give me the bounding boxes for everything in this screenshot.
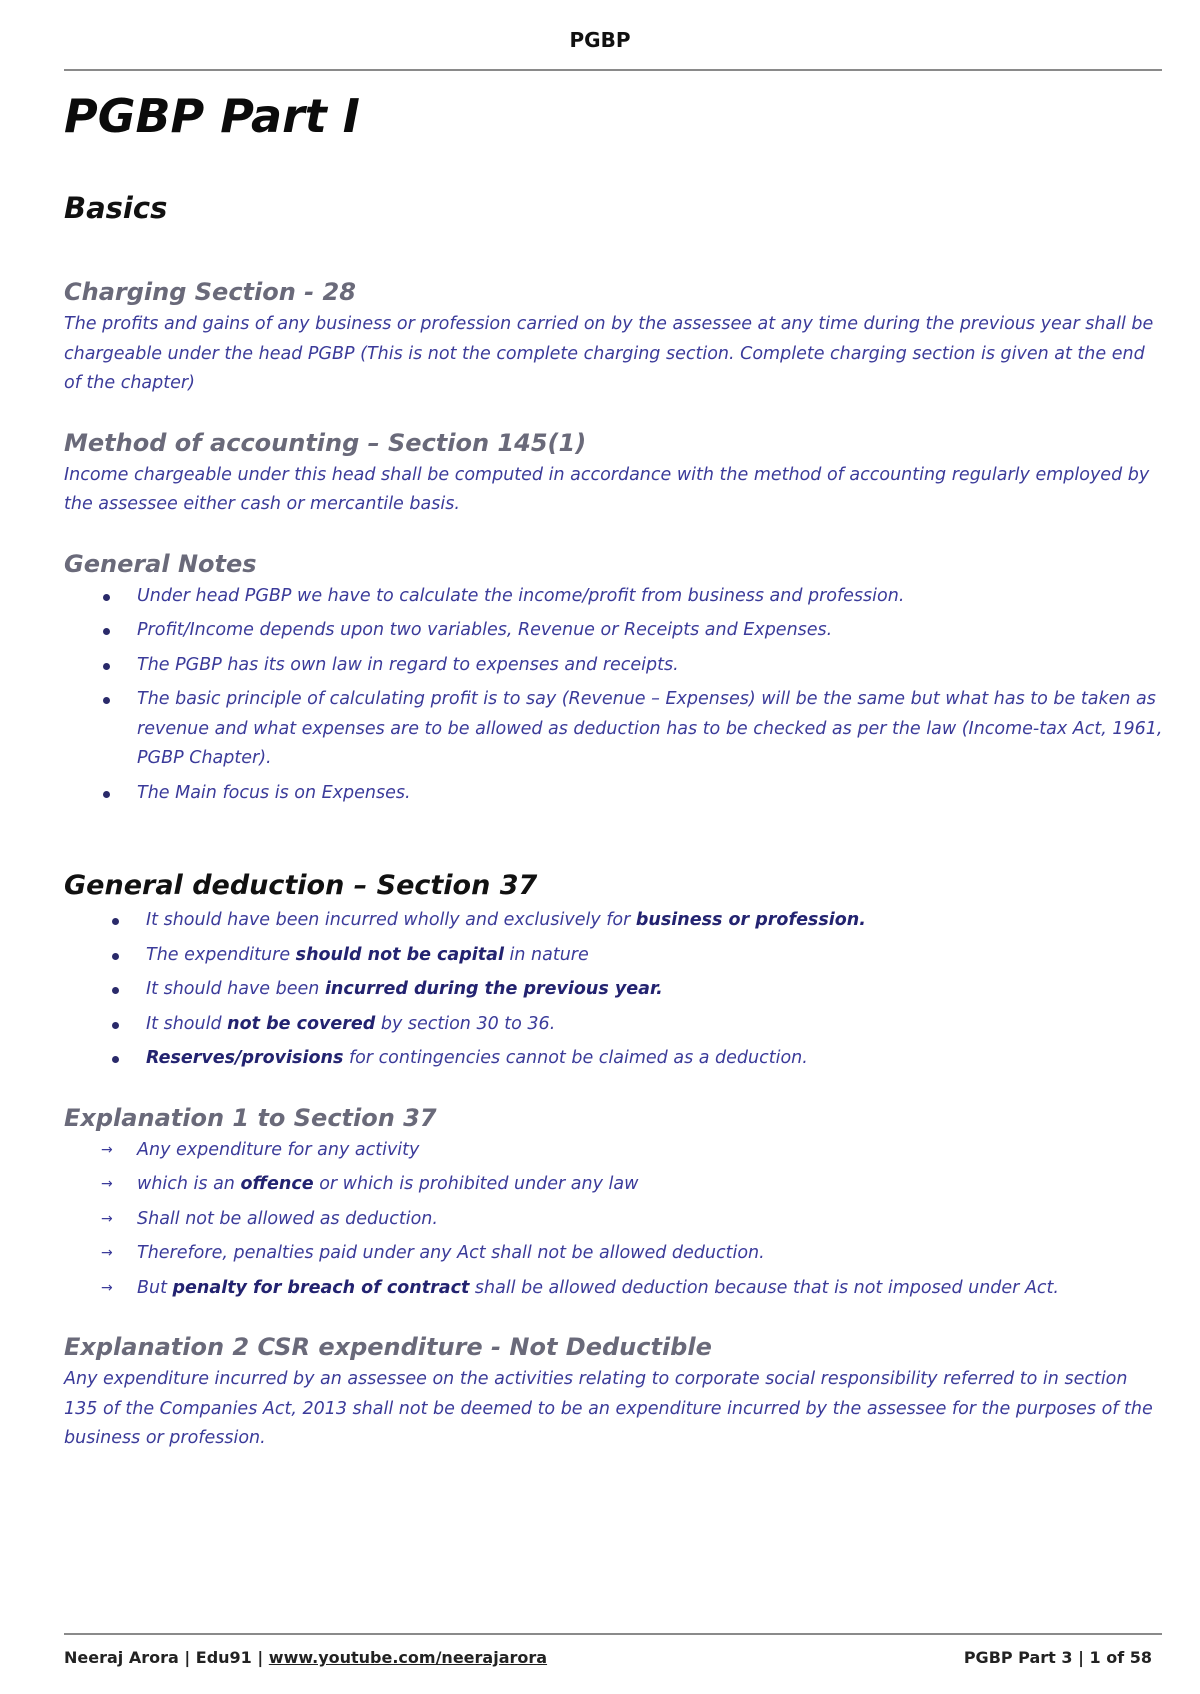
arrow-right-icon: → — [101, 1176, 113, 1192]
arrow-right-icon: → — [101, 1210, 113, 1227]
general-notes — [64, 546, 1164, 809]
bullet-dot-icon — [112, 1056, 119, 1063]
list-item: The expenditure should not be capital in nature — [146, 941, 1164, 971]
list-item: It should have been incurred during the previous year. — [146, 975, 1164, 1005]
bullet-dot-icon — [112, 1022, 119, 1029]
page-header-title: PGBP — [569, 28, 631, 52]
method-of-accounting — [64, 425, 1164, 520]
youtube-link[interactable]: www.youtube.com/neerajarora — [268, 1648, 548, 1667]
heading-explanation-2: Explanation 2 CSR expenditure - Not Deductible — [64, 1333, 712, 1361]
heading-basics: Basics — [64, 191, 168, 225]
arrow-right-icon: → — [101, 1141, 113, 1158]
heading-explanation-1: Explanation 1 to Section 37 — [64, 1103, 437, 1132]
bullet-dot-icon — [103, 628, 110, 635]
heading-method-of-accounting: Method of accounting – Section 145(1) — [64, 428, 587, 457]
list-item: → which is an offence or which is prohibited under any law — [137, 1170, 1164, 1200]
explanation-1 — [64, 1100, 1164, 1304]
list-item: Under head PGBP we have to calculate the income/profit from business and profession. — [137, 582, 1164, 612]
list-item: Reserves/provisions for contingencies cannot be claimed as a deduction. — [146, 1044, 1164, 1074]
explanation-1-list — [64, 1136, 1164, 1304]
list-item: The basic principle of calculating profit is to say (Revenue – Expenses) will be the same but what has to be taken as revenue and what expenses are to be allowed as deduction has to be checked as per the law (Income-tax Act, 1961, PGBP Chapter). — [137, 685, 1164, 774]
heading-general-notes: General Notes — [64, 549, 257, 578]
list-item: It should have been incurred wholly and exclusively for business or profession. — [146, 906, 1164, 936]
list-item: Profit/Income depends upon two variables, Revenue or Receipts and Expenses. — [137, 616, 1164, 646]
footer-page-number: PGBP Part 3 | 1 of 58 — [963, 1648, 1152, 1667]
bullet-dot-icon — [103, 697, 110, 704]
list-item: → Any expenditure for any activity — [137, 1136, 1164, 1166]
arrow-right-icon: → — [101, 1245, 113, 1261]
list-item: It should not be covered by section 30 to 36. — [146, 1010, 1164, 1040]
list-item: → But penalty for breach of contract shall be allowed deduction because that is not imposed under Act. — [137, 1274, 1164, 1304]
bullet-dot-icon — [103, 791, 110, 798]
section-37-list — [64, 906, 1164, 1074]
bullet-dot-icon — [112, 953, 119, 960]
bullet-dot-icon — [112, 987, 119, 994]
heading-section-37: General deduction – Section 37 — [64, 870, 538, 901]
footer-divider — [64, 1633, 1162, 1635]
explanation-2 — [64, 1329, 1164, 1454]
general-notes-list — [64, 582, 1164, 809]
list-item: → Therefore, penalties paid under any Act shall not be allowed deduction. — [137, 1239, 1164, 1269]
bullet-dot-icon — [112, 918, 119, 925]
list-item: The PGBP has its own law in regard to expenses and receipts. — [137, 651, 1164, 681]
charging-section — [64, 274, 1164, 399]
charging-section-text: The profits and gains of any business or profession carried on by the assessee at any time during the previous year shall be chargeable under the head PGBP (This is not the complete charging section. Complete charging section is given at the end of the chapter) — [64, 314, 1154, 393]
list-item: The Main focus is on Expenses. — [137, 779, 1164, 809]
header-divider — [64, 69, 1162, 71]
method-of-accounting-text: Income chargeable under this head shall be computed in accordance with the method of accounting regularly employed by the assessee either cash or mercantile basis. — [64, 464, 1150, 514]
list-item: → Shall not be allowed as deduction. — [137, 1205, 1164, 1235]
heading-charging-section: Charging Section - 28 — [64, 278, 356, 306]
page-content — [64, 78, 1164, 1454]
document-title: PGBP Part I — [64, 89, 360, 143]
footer-author: Neeraj Arora | Edu91 | www.youtube.com/neerajarora — [64, 1648, 548, 1667]
bullet-dot-icon — [103, 663, 110, 670]
bullet-dot-icon — [103, 594, 110, 601]
arrow-right-icon: → — [101, 1279, 113, 1296]
explanation-2-text: Any expenditure incurred by an assessee on the activities relating to corporate social responsibility referred to in section 135 of the Companies Act, 2013 shall not be deemed to be an expenditure incurred by the assessee for the purposes of the business or profession. — [64, 1369, 1153, 1448]
